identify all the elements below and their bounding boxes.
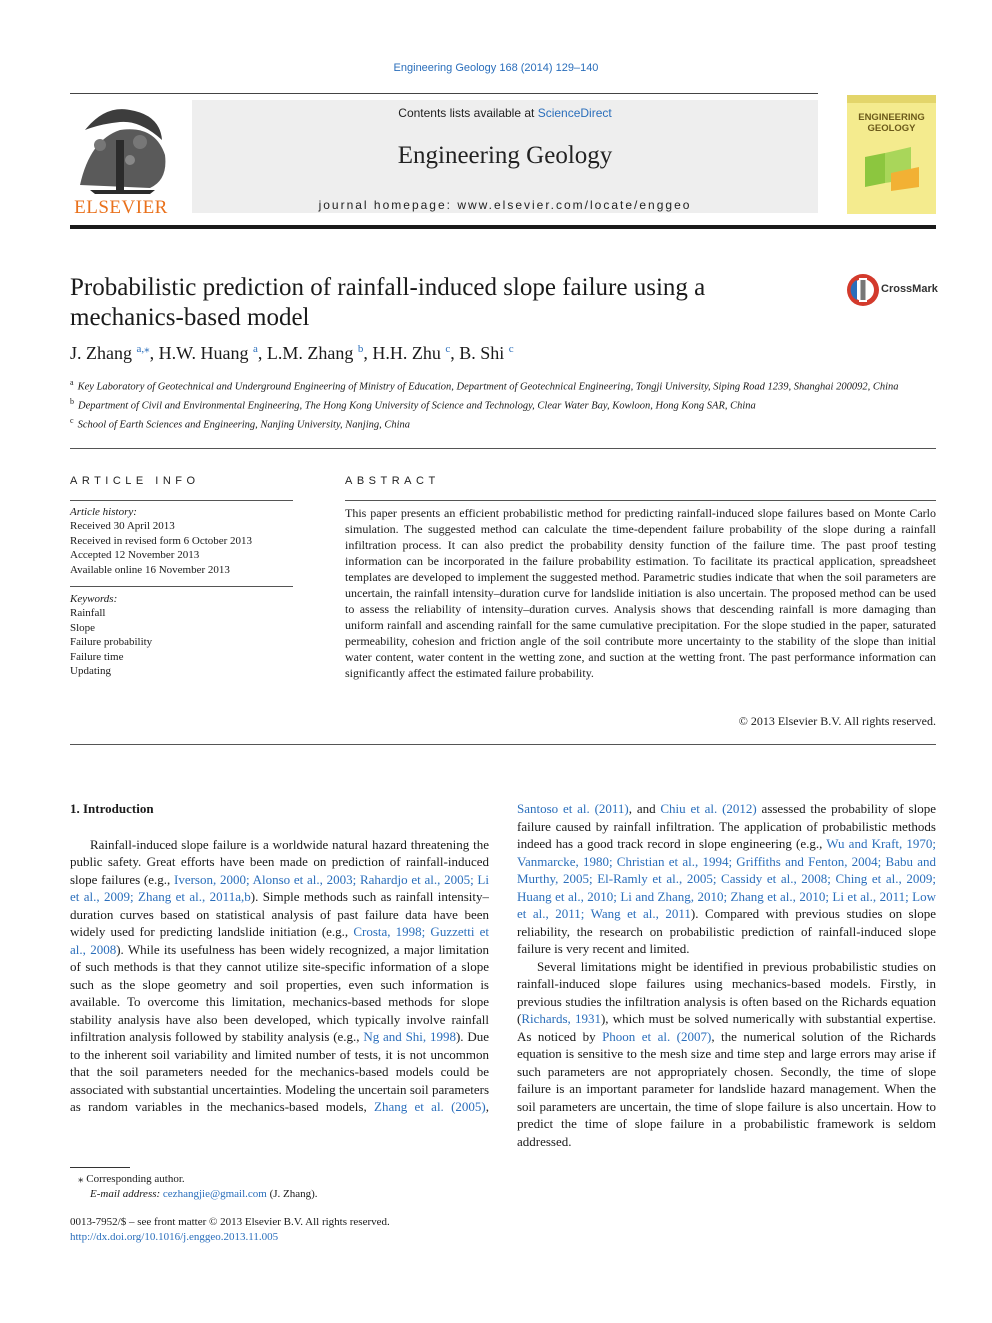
contents-line: Contents lists available at ScienceDirect	[398, 106, 612, 120]
citation-link[interactable]: Richards, 1931	[521, 1011, 601, 1026]
citation-link[interactable]: Chiu et al. (2012)	[660, 801, 757, 816]
journal-citation[interactable]: Engineering Geology 168 (2014) 129–140	[393, 62, 599, 74]
publisher-wordmark: ELSEVIER	[74, 197, 168, 218]
keyword: Failure probability	[70, 636, 153, 649]
crossmark-label[interactable]: CrossMark	[881, 283, 938, 295]
journal-title: Engineering Geology	[397, 142, 613, 169]
keyword: Updating	[70, 665, 111, 678]
paragraph: Several limitations might be identified in previous probabilistic studies on rainfall-induced slope failures using mechanics-based models. Firstly, in previous studies the infiltration analysis is often based on the Richards equation (Richards, 1931), which must be solved numerically with substantial expertise. As noticed by Phoon et al. (2007), the numerical solution of the Richards equation is sensitive to the mesh size and time step and large errors may arise if such parameters are not appropriately chosen. Secondly, the time of slope failure is an important parameter for landslide hazard management. When the soil parameters are uncertain, the time of slope failure is also uncertain. How to predict the time of slope failure in a probabilistic framework is seldom addressed.	[517, 958, 936, 1149]
citation-link[interactable]: Ng and Shi, 1998	[363, 1029, 456, 1044]
keyword: Failure time	[70, 650, 124, 663]
corresponding-author-footnote: ⁎ Corresponding author. E-mail address: cezhangjie@gmail.com (J. Zhang).	[78, 1173, 318, 1200]
issn-block: 0013-7952/$ – see front matter © 2013 Elsevier B.V. All rights reserved. http://dx.doi.org/10.1016/j.enggeo.2013.11.005	[70, 1215, 570, 1244]
article-history: Article history: Received 30 April 2013 Received in revised form 6 October 2013 Accepted 12 November 2013 Available online 16 November 2013	[70, 506, 253, 576]
journal-cover-thumbnail	[847, 95, 936, 214]
cover-art-icon	[861, 143, 923, 193]
sciencedirect-link[interactable]: ScienceDirect	[537, 106, 612, 120]
body-column-left	[70, 800, 489, 1116]
author[interactable]: B. Shi $^c$	[459, 343, 514, 363]
divider	[70, 448, 936, 449]
masthead-rule	[70, 225, 936, 229]
citation-link[interactable]: Iverson, 2000; Alonso et al., 2003; Rahardjo et al., 2005; Li et al., 2009; Zhang et al., 2011a,b	[70, 871, 489, 904]
copyright-notice: © 2013 Elsevier B.V. All rights reserved.	[738, 714, 936, 728]
divider	[70, 586, 293, 587]
paragraph: Rainfall-induced slope failure is a worldwide natural hazard threatening the public safety. Great efforts have been made on prediction of rainfall-induced slope failures (e.g., Iverson, 2000; Alonso et al., 2003; Rahardjo et al., 2005; Li et al., 2009; Zhang et al., 2011a,b). Simple methods such as rainfall intensity–duration curves based on statistical analysis of past failure data have been widely used for predicting landslide initiation (e.g., Crosta, 1998; Guzzetti et al., 2008). While its usefulness has been widely recognized, a major limitation of such methods is that they cannot utilize site-specific information of a slope such as the slope geometry and soil properties, even such information is available. To overcome this limitation, mechanics-based methods for slope stability analysis have also been developed, which typically involve rainfall infiltration analysis followed by stability analysis (e.g., Ng and Shi, 1998). Due to the inherent soil variability and limited number of tests, it is not uncommon that the soil parameters needed for the mechanics-based models could be associated with substantial uncertainties. Modeling the uncertain soil parameters as random variables in the mechanics-based models, Zhang et al. (2005),	[70, 836, 489, 1114]
divider	[345, 500, 936, 501]
affiliation: $^c$ School of Earth Sciences and Engineering, Nanjing University, Nanjing, China	[70, 416, 411, 431]
divider	[70, 744, 936, 745]
divider	[70, 500, 293, 501]
author-list: J. Zhang $^{a,⁎}$, H.W. Huang $^a$, L.M. Zhang $^b$, H.H. Zhu $^c$, B. Shi $^c$	[70, 343, 514, 363]
citation-link[interactable]: Wu and Kraft, 1970; Vanmarcke, 1980; Christian et al., 1994; Griffiths and Fenton, 2004; Babu and Murthy, 2005; El-Ramly et al., 2005; Cassidy et al., 2008; Ching et al., 2009; Huang et al., 2010; Li and Zhang, 2010; Zhang et al., 2010; Li et al., 2011; Low et al., 2011; Wang et al., 2011	[517, 836, 936, 921]
keyword: Rainfall	[70, 607, 106, 620]
author[interactable]: H.H. Zhu $^c$	[372, 343, 451, 363]
body-column-right	[517, 800, 936, 1205]
paragraph: Santoso et al. (2011), and Chiu et al. (2012) assessed the probability of slope failure caused by rainfall infiltration. The application of probabilistic methods indeed has a good track record in slope engineering (e.g., Wu and Kraft, 1970; Vanmarcke, 1980; Christian et al., 1994; Griffiths and Fenton, 2004; Babu and Murthy, 2005; El-Ramly et al., 2005; Cassidy et al., 2008; Ching et al., 2009; Huang et al., 2010; Li and Zhang, 2010; Zhang et al., 2010; Li et al., 2011; Low et al., 2011; Wang et al., 2011). Compared with previous studies on slope reliability, the research on probabilistic prediction of rainfall-induced slope failure is very recent and limited.	[517, 801, 936, 956]
affiliation: $^b$ Department of Civil and Environmental Engineering, The Hong Kong University of Science and Technology, Clear Water Bay, Kowloon, Hong Kong SAR, China	[70, 397, 756, 412]
citation-link[interactable]: Phoon et al. (2007)	[602, 1028, 712, 1044]
author[interactable]: J. Zhang $^{a,⁎}$	[70, 343, 150, 363]
affiliations	[70, 376, 936, 433]
journal-homepage[interactable]: journal homepage: www.elsevier.com/locate/enggeo	[318, 198, 692, 212]
citation-link[interactable]: Crosta, 1998; Guzzetti et al., 2008	[70, 924, 489, 957]
paper-title: Probabilistic prediction of rainfall-induced slope failure using a mechanics-based model	[70, 274, 706, 331]
author[interactable]: L.M. Zhang $^b$	[266, 343, 364, 363]
header-rule	[70, 93, 818, 94]
author[interactable]: H.W. Huang $^a$	[158, 343, 258, 363]
article-info-heading: ARTICLE INFO	[70, 475, 200, 487]
citation-link[interactable]: Santoso et al. (2011)	[517, 801, 629, 816]
cover-title: ENGINEERING GEOLOGY	[858, 112, 925, 134]
abstract-heading: ABSTRACT	[345, 475, 440, 487]
email-link[interactable]: cezhangjie@gmail.com	[162, 1187, 267, 1200]
section-heading: 1. Introduction	[70, 801, 154, 816]
doi-link[interactable]: http://dx.doi.org/10.1016/j.enggeo.2013.11.005	[70, 1230, 279, 1243]
abstract-text: This paper presents an efficient probabilistic method for predicting rainfall-induced slope failures based on Monte Carlo simulation. The suggested method can calculate the time-dependent failure probability of the slope during a rainfall infiltration process. It can also predict the probability density function of the failure time. The past proof testing information can be incorporated in the failure probability estimation. To facilitate its practical application, spreadsheet templates are developed to implement the suggested method. Parametric studies indicate that when the soil parameters are uncertain, the rainfall intensity–duration curve for landslide initiation is also uncertain. The proposed method can be used to assess the reliability of intensity–duration curves. Analysis shows that descending rainfall is more damaging than uniform rainfall and ascending rainfall for the same cumulative precipitation. For the slope studied in the paper, saturated permeability, cohesion and friction angle of the soil contribute more uncertainty to the stability of the slope than initial water content, water content in the wetting zone, and suction at the wetting front. The past performance information can significantly affect the estimated failure probability.	[345, 506, 936, 680]
journal-masthead	[192, 100, 818, 213]
keywords: Keywords: Rainfall Slope Failure probability Failure time Updating	[70, 592, 293, 678]
citation-link[interactable]: Zhang et al. (2005)	[374, 1099, 486, 1114]
keyword: Slope	[70, 621, 96, 634]
affiliation: $^a$ Key Laboratory of Geotechnical and Underground Engineering of Ministry of Education, Department of Geotechnical Engineering, Tongji University, Siping Road 1239, Shanghai 200092, China	[70, 378, 899, 393]
footnote-rule	[70, 1167, 130, 1168]
